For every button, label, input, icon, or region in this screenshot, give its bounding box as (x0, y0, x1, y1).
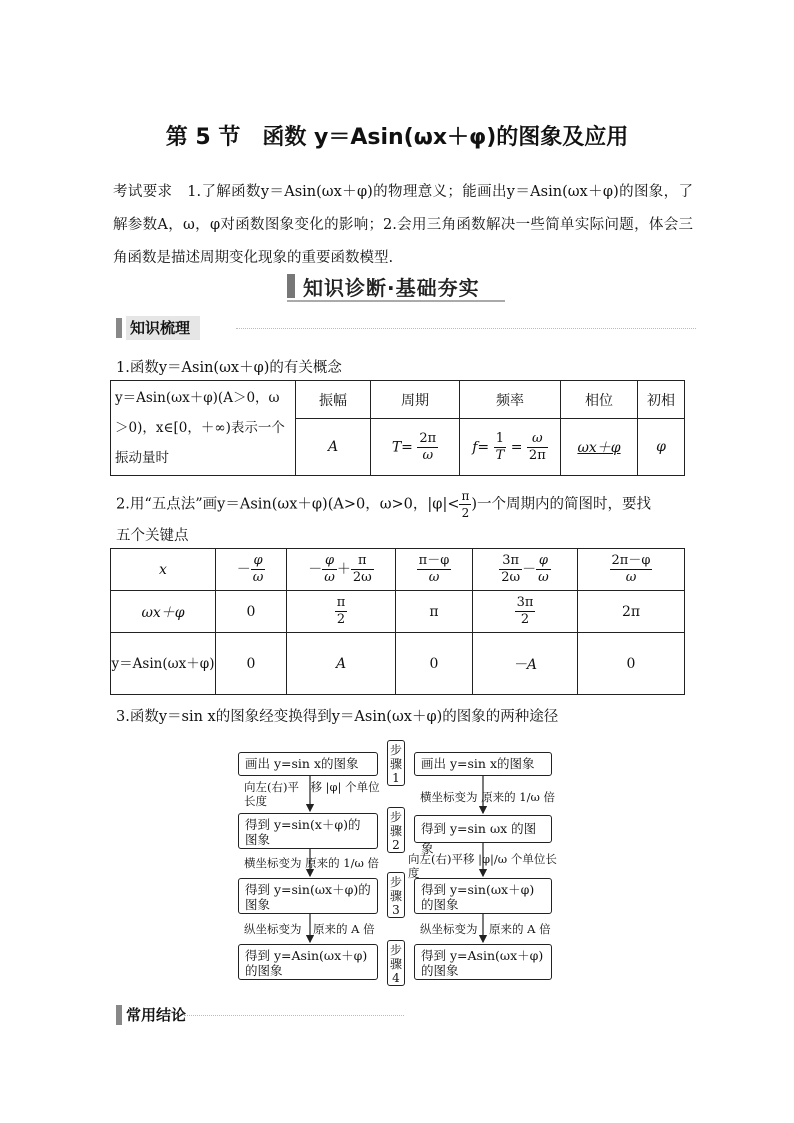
freq-den1: T (495, 447, 505, 463)
phase4-den: 2 (520, 612, 530, 627)
step-3: 步骤3 (387, 872, 405, 918)
header-amplitude: 振幅 (296, 381, 371, 419)
x2-pre: － (308, 561, 323, 578)
phase-cell-1: 0 (216, 591, 287, 633)
subsection2-marker (116, 1005, 122, 1025)
right-transform-2: 向左(右)平移 |φ|/ω 个单位长度 (408, 852, 557, 880)
step-2: 步骤2 (387, 807, 405, 853)
x5-den: ω (625, 570, 637, 585)
subsection-conclusions (116, 1004, 416, 1026)
requirements-label: 考试要求 (113, 184, 173, 200)
freq-num1: 1 (494, 431, 507, 448)
x3-num: π－φ (418, 553, 450, 568)
row-label-phase: ωx＋φ (111, 591, 216, 633)
phase4-num: 3π (516, 595, 534, 610)
y-cell-4: －A (473, 633, 578, 695)
y-cell-5: 0 (578, 633, 685, 695)
x2-den2: 2ω (352, 570, 372, 585)
row-label-x: x (111, 549, 216, 591)
cell-phase: ωx＋φ (561, 419, 638, 476)
x4-num2: φ (536, 553, 551, 570)
item-2-line2: 五个关键点 (116, 528, 189, 544)
x2-num: φ (322, 553, 337, 570)
x1-pre: － (236, 561, 251, 578)
x2-plus: ＋ (336, 561, 351, 578)
x2-den: ω (324, 570, 335, 585)
phase-cell-5: 2π (578, 591, 685, 633)
x4-num: 3π (499, 553, 522, 570)
phase-cell-3: π (396, 591, 473, 633)
item2-frac-den: 2 (461, 506, 470, 520)
freq-eq: = (510, 439, 523, 455)
item2-text-end: )一个周期内的简图时，要找 (471, 496, 652, 513)
left-transform-3: 纵坐标变为 原来的 A 倍 (244, 922, 375, 936)
requirements-text: 1.了解函数y＝Asin(ωx＋φ)的物理意义；能画出y＝Asin(ωx＋φ)的图象，了解参数A，ω，φ对函数图象变化的影响；2.会用三角函数解决一些简单实际问题，体会三角函数是描述周期变化现象的重要函数模型. (113, 184, 693, 266)
item2-frac-num: π (461, 489, 470, 503)
x5-num: 2π－φ (611, 553, 651, 568)
period-lhs: T= (391, 439, 413, 455)
step-1: 步骤1 (387, 740, 405, 786)
concept-desc: y＝Asin(ωx＋φ)(A＞0，ω＞0)，x∈[0，＋∞)表示一个振动量时 (111, 381, 296, 476)
phase2-den: 2 (336, 612, 346, 627)
period-num: 2π (419, 430, 437, 446)
right-box-4: 得到 y=Asin(ωx＋φ)的图象 (414, 944, 552, 980)
left-box-1: 画出 y=sin x的图象 (238, 752, 378, 776)
banner-title: 知识诊断·基础夯实 (303, 276, 480, 300)
x3-den: ω (428, 570, 440, 585)
y-cell-1: 0 (216, 633, 287, 695)
x1-den: ω (252, 570, 264, 585)
item-1-heading: 1.函数y＝Asin(ωx＋φ)的有关概念 (116, 360, 342, 376)
y-cell-3: 0 (396, 633, 473, 695)
header-phase: 相位 (561, 381, 638, 419)
subsection2-rule (184, 1015, 404, 1016)
freq-num2: ω (527, 431, 548, 448)
x1-num: φ (251, 553, 266, 570)
step-4: 步骤4 (387, 940, 405, 986)
x4-minus: － (522, 561, 537, 578)
subsection-label: 知识梳理 (126, 316, 200, 340)
cell-amplitude: A (296, 419, 371, 476)
freq-den2: 2π (528, 447, 546, 463)
left-box-2: 得到 y=sin(x＋φ)的图象 (238, 813, 378, 849)
right-box-2: 得到 y=sin ωx 的图象 (414, 815, 552, 843)
period-den: ω (422, 447, 434, 463)
header-frequency: 频率 (460, 381, 561, 419)
page-title: 第 5 节 函数 y＝Asin(ωx＋φ)的图象及应用 (165, 125, 629, 150)
left-transform-2: 横坐标变为 原来的 1/ω 倍 (244, 856, 380, 870)
row-label-y: y＝Asin(ωx＋φ) (111, 633, 216, 695)
x2-num2: π (351, 553, 374, 570)
x4-den: 2ω (501, 570, 521, 585)
x4-den2: ω (538, 570, 549, 585)
right-box-3: 得到 y=sin(ωx＋φ)的图象 (414, 878, 552, 914)
right-transform-1: 横坐标变为 原来的 1/ω 倍 (420, 790, 556, 804)
subsection2-label: 常用结论 (126, 1006, 187, 1024)
cell-initial-phase: φ (638, 419, 685, 476)
right-box-1: 画出 y=sin x的图象 (414, 752, 552, 776)
right-transform-3: 纵坐标变为 原来的 A 倍 (420, 922, 551, 936)
header-period: 周期 (371, 381, 460, 419)
item2-text: 2.用“五点法”画y＝Asin(ωx＋φ)(A>0，ω>0，|φ|< (116, 496, 460, 513)
freq-lhs: f= (472, 439, 490, 455)
item-3-heading: 3.函数y＝sin x的图象经变换得到y＝Asin(ωx＋φ)的图象的两种途径 (116, 709, 559, 725)
phase2-num: π (336, 595, 346, 610)
header-initial-phase: 初相 (638, 381, 685, 419)
left-box-3: 得到 y=sin(ωx＋φ)的图象 (238, 878, 378, 914)
left-transform-1: 向左(右)平 移 |φ| 个单位长度 (244, 780, 380, 808)
y-cell-2: A (287, 633, 396, 695)
left-box-4: 得到 y=Asin(ωx＋φ)的图象 (238, 944, 378, 980)
